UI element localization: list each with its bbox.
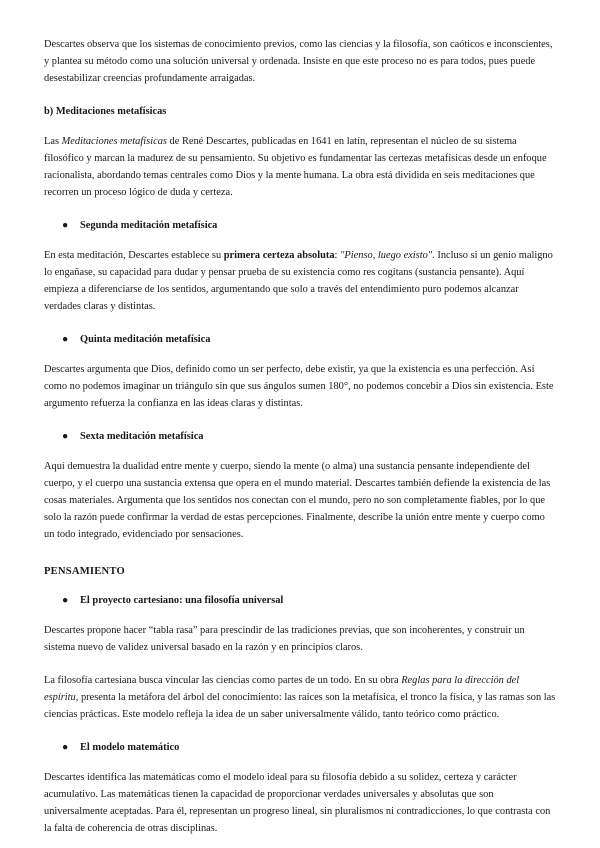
bullet-icon: ●	[62, 220, 69, 231]
paragraph-matematicas: Descartes identifica las matemáticas como el modelo ideal para su filosofía debido a su solidez, certeza y carácter acumulativo. Las matemáticas tienen la capacidad de proporcionar verdades universales y absolutas que son universalmente aceptadas. Para él, representan un progreso lineal, sin pluralismos ni contradicciones, lo que contrasta con la falta de coherencia de otras disciplinas.	[44, 772, 551, 834]
text-run: , presenta la metáfora del árbol del conocimiento: las raíces son la metafísica, el tronco la física, y las ramas son las ciencias prácticas. Este modelo refleja la idea de un saber universalmente válido, tanto teórico como práctico.	[44, 692, 556, 720]
paragraph-arbol	[44, 672, 556, 723]
bullet-heading-quinta	[44, 331, 556, 348]
bullet-icon: ●	[62, 334, 69, 345]
paragraph-sexta: Aquí demuestra la dualidad entre mente y cuerpo, siendo la mente (o alma) una sustancia pensante independiente del cuerpo, y el cuerpo una sustancia extensa que opera en el mundo material. Descartes también defiende la existencia de las cosas materiales. Argumenta que los sentidos nos conectan con el mundo, pero no son completamente fiables, por lo que solo la razón puede confirmar la verdad de estas percepciones. Finalmente, describe la unión entre mente y cuerpo como un todo integrado, evidenciado por sensaciones.	[44, 461, 551, 540]
section-heading-meditaciones: b) Meditaciones metafísicas	[44, 106, 167, 117]
bullet-label: El modelo matemático	[80, 742, 180, 753]
bullet-icon: ●	[62, 742, 69, 753]
paragraph-meditaciones-intro	[44, 133, 556, 201]
bullet-label: Quinta meditación metafísica	[80, 334, 211, 345]
italic-title: Reglas para la dirección del espíritu	[44, 675, 520, 703]
text-run: :	[334, 250, 341, 261]
text-run: . Incluso si un genio maligno lo engañase, su capacidad para dudar y pensar prueba de su existencia como res cogitans (sustancia pensante). Aquí empieza a diferenciarse de los sentidos, argumentando que solo a través del entendimiento puro podemos alcanzar verdades claras y distintas.	[44, 250, 553, 312]
paragraph-segunda	[44, 247, 556, 315]
text-run: La filosofía cartesiana busca vincular las ciencias como partes de un todo. En su obra	[44, 675, 402, 686]
bullet-heading-modelo	[44, 739, 556, 756]
paragraph-metodo: Descartes observa que los sistemas de conocimiento previos, como las ciencias y la filosofía, son caóticos e inconscientes, y plantea su método como una solución universal y ordenada. Insiste en que este proceso no es para todos, pues puede desestabilizar creencias profundamente arraigadas.	[44, 39, 553, 84]
bullet-label: El proyecto cartesiano: una filosofía universal	[80, 595, 284, 606]
paragraph-quinta: Descartes argumenta que Dios, definido como un ser perfecto, debe existir, ya que la existencia es una perfección. Así como no podemos imaginar un triángulo sin que sus ángulos sumen 180°, no podemos concebir a Dios sin existencia. Este argumento refuerza la confianza en las ideas claras y distintas.	[44, 364, 554, 409]
bullet-icon: ●	[62, 595, 69, 606]
bullet-icon: ●	[62, 431, 69, 442]
paragraph-tabla-rasa: Descartes propone hacer “tabla rasa” para prescindir de las tradiciones previas, que son incoherentes, y construir un sistema nuevo de validez universal basado en la razón y en principios claros.	[44, 625, 525, 653]
bullet-heading-sexta	[44, 428, 556, 445]
heading-pensamiento: PENSAMIENTO	[44, 566, 125, 577]
bold-phrase: primera certeza absoluta	[223, 250, 335, 261]
bullet-heading-proyecto	[44, 592, 556, 609]
italic-quote: "Pienso, luego existo"	[340, 250, 433, 261]
bullet-label: Sexta meditación metafísica	[80, 431, 204, 442]
bullet-heading-segunda	[44, 217, 556, 234]
bullet-label: Segunda meditación metafísica	[80, 220, 218, 231]
text-run: En esta meditación, Descartes establece su	[44, 250, 224, 261]
text-run: de René Descartes, publicadas en 1641 en latín, representan el núcleo de su sistema filosófico y marcan la madurez de su pensamiento. Su objetivo es fundamentar las certezas metafísicas desde un enfoque racionalista, abordando temas centrales como Dios y la mente humana. La obra está dividida en seis meditaciones que recorren un proceso lógico de duda y certeza.	[44, 136, 547, 198]
text-run: Las	[44, 136, 62, 147]
italic-title: Meditaciones metafísicas	[61, 136, 167, 147]
